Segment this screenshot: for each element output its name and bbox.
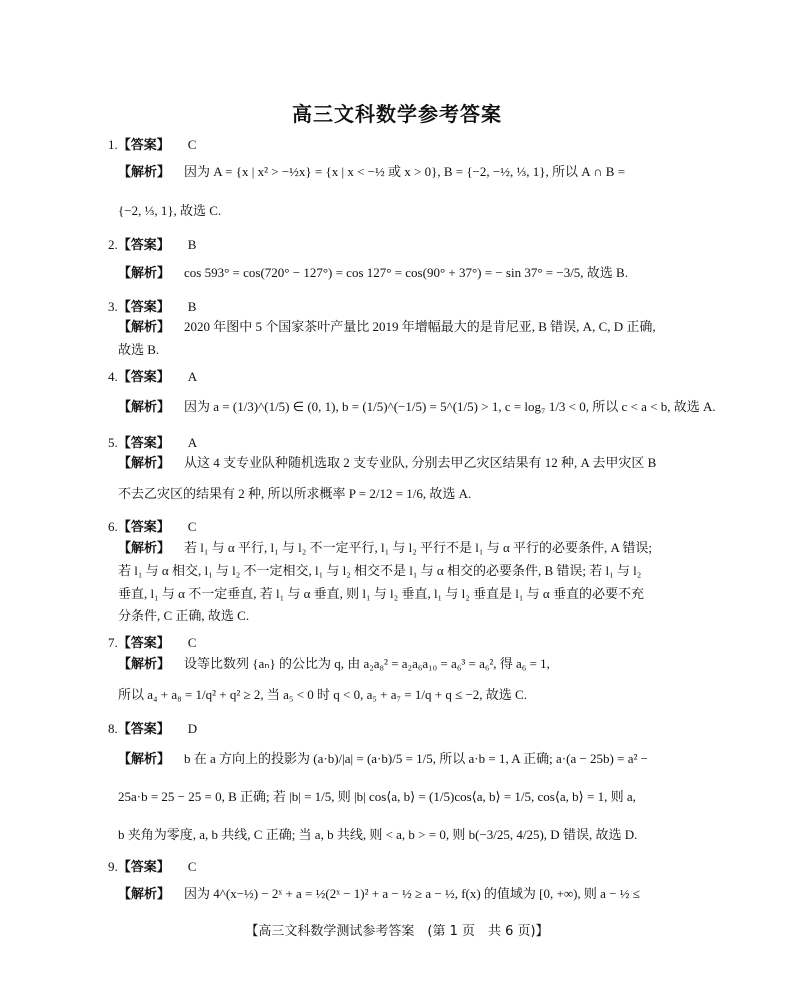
analysis-text: 因为 A = {x | x² > −½x} = {x | x < −½ 或 x > 0}, B = {−2, −½, ⅓, 1}, 所以 A ∩ B = xyxy=(184,164,626,179)
question-5-header xyxy=(108,432,197,451)
question-number: 6. xyxy=(108,519,118,534)
analysis-label: 【解析】 xyxy=(118,752,171,767)
question-number: 4. xyxy=(108,369,118,384)
answer-label: 【答案】 xyxy=(117,520,170,535)
question-number: 8. xyxy=(108,721,118,736)
analysis-line xyxy=(118,609,249,623)
question-3-header xyxy=(108,296,196,315)
analysis-label: 【解析】 xyxy=(118,541,171,556)
analysis-line xyxy=(118,541,652,555)
answer-value: A xyxy=(187,435,198,450)
analysis-line xyxy=(118,456,656,470)
analysis-text: {−2, ⅓, 1}, 故选 C. xyxy=(118,203,222,218)
analysis-text: 2020 年图中 5 个国家茶叶产量比 2019 年增幅最大的是肯尼亚, B 错误, A, C, D 正确, xyxy=(184,319,656,334)
answer-label: 【答案】 xyxy=(117,370,170,385)
answer-label: 【答案】 xyxy=(117,138,170,153)
question-number: 2. xyxy=(108,237,118,252)
question-number: 1. xyxy=(108,137,118,152)
question-2-header xyxy=(108,234,196,253)
analysis-line xyxy=(118,587,644,601)
answer-label: 【答案】 xyxy=(117,238,170,253)
answer-value: C xyxy=(187,635,197,650)
analysis-text: 若 l₁ 与 α 平行, l₁ 与 l₂ 不一定平行, l₁ 与 l₂ 平行不是 l₁ 与 α 平行的必要条件, A 错误; xyxy=(184,540,653,555)
answer-value: C xyxy=(187,137,197,152)
page-footer: 【高三文科数学测试参考答案 (第 1 页 共 6 页)】 xyxy=(245,924,549,939)
document-title: 高三文科数学参考答案 xyxy=(292,102,502,126)
analysis-text: b 夹角为零度, a, b 共线, C 正确; 当 a, b 共线, 则 < a, b > = 0, 则 b(−3/25, 4/25), D 错误, 故选 D. xyxy=(118,827,638,842)
analysis-text: 从这 4 支专业队种随机选取 2 支专业队, 分别去甲乙灾区结果有 12 种, A 去甲灾区 B xyxy=(184,455,657,470)
analysis-text: 因为 4^(x−½) − 2ˣ + a = ½(2ˣ − 1)² + a − ½ ≥ a − ½, f(x) 的值域为 [0, +∞), 则 a − ½ ≤ xyxy=(184,886,640,901)
answer-value: B xyxy=(187,299,197,314)
analysis-text: 垂直, l₁ 与 α 不一定垂直, 若 l₁ 与 α 垂直, 则 l₁ 与 l₂ 垂直, l₁ 与 l₂ 垂直是 l₁ 与 α 垂直的必要不充 xyxy=(118,586,644,601)
question-number: 5. xyxy=(108,435,118,450)
analysis-line xyxy=(118,165,625,179)
analysis-text: 分条件, C 正确, 故选 C. xyxy=(118,608,250,623)
analysis-line xyxy=(118,400,716,414)
analysis-text: 设等比数列 {aₙ} 的公比为 q, 由 a₂a₈² = a₂a₆a₁₀ = a₆³ = a₆², 得 a₆ = 1, xyxy=(184,656,550,671)
analysis-line xyxy=(118,688,527,702)
analysis-label: 【解析】 xyxy=(118,320,171,335)
analysis-line xyxy=(118,266,628,280)
analysis-label: 【解析】 xyxy=(118,887,171,902)
answer-value: A xyxy=(187,369,198,384)
analysis-line xyxy=(118,204,221,218)
question-number: 9. xyxy=(108,859,118,874)
analysis-text: 所以 a₄ + a₈ = 1/q² + q² ≥ 2, 当 a₅ < 0 时 q < 0, a₅ + a₇ = 1/q + q ≤ −2, 故选 C. xyxy=(118,687,527,702)
analysis-line xyxy=(118,564,641,578)
analysis-text: b 在 a 方向上的投影为 (a·b)/|a| = (a·b)/5 = 1/5, 所以 a·b = 1, A 正确; a·(a − 25b) = a² − xyxy=(184,751,648,766)
answer-value: C xyxy=(187,859,197,874)
answer-label: 【答案】 xyxy=(117,722,170,737)
analysis-label: 【解析】 xyxy=(118,165,171,180)
analysis-line xyxy=(118,343,159,357)
question-6-header xyxy=(108,516,196,535)
analysis-text: 因为 a = (1/3)^(1/5) ∈ (0, 1), b = (1/5)^(−1/5) = 5^(1/5) > 1, c = log₇ 1/3 < 0, 所以 c < a < b, 故选 A. xyxy=(184,399,716,414)
answer-label: 【答案】 xyxy=(117,300,170,315)
question-number: 7. xyxy=(108,635,118,650)
answer-value: D xyxy=(187,721,198,736)
answer-value: B xyxy=(187,237,197,252)
analysis-line xyxy=(118,320,656,334)
analysis-line xyxy=(118,887,640,901)
question-7-header xyxy=(108,632,196,651)
analysis-line xyxy=(118,487,471,501)
question-4-header xyxy=(108,366,197,385)
question-1-header xyxy=(108,134,196,153)
analysis-line xyxy=(118,828,637,842)
answer-label: 【答案】 xyxy=(117,436,170,451)
analysis-line xyxy=(118,790,636,804)
answer-label: 【答案】 xyxy=(117,860,170,875)
analysis-label: 【解析】 xyxy=(118,266,171,281)
analysis-text: 若 l₁ 与 α 相交, l₁ 与 l₂ 不一定相交, l₁ 与 l₂ 相交不是 l₁ 与 α 相交的必要条件, B 错误; 若 l₁ 与 l₂ xyxy=(118,563,642,578)
answer-value: C xyxy=(187,519,197,534)
analysis-label: 【解析】 xyxy=(118,657,171,672)
analysis-label: 【解析】 xyxy=(118,400,171,415)
question-9-header xyxy=(108,856,196,875)
analysis-label: 【解析】 xyxy=(118,456,171,471)
analysis-line xyxy=(118,752,648,766)
question-number: 3. xyxy=(108,299,118,314)
analysis-text: 25a·b = 25 − 25 = 0, B 正确; 若 |b| = 1/5, 则 |b| cos⟨a, b⟩ = (1/5)cos⟨a, b⟩ = 1/5, cos⟨a, b⟩ = 1, 则 a, xyxy=(118,789,636,804)
question-8-header xyxy=(108,718,197,737)
analysis-line xyxy=(118,657,550,671)
analysis-text: cos 593° = cos(720° − 127°) = cos 127° = cos(90° + 37°) = − sin 37° = −3/5, 故选 B. xyxy=(184,265,628,280)
answer-label: 【答案】 xyxy=(117,636,170,651)
analysis-text: 不去乙灾区的结果有 2 种, 所以所求概率 P = 2/12 = 1/6, 故选 A. xyxy=(118,486,472,501)
analysis-text: 故选 B. xyxy=(118,342,160,357)
